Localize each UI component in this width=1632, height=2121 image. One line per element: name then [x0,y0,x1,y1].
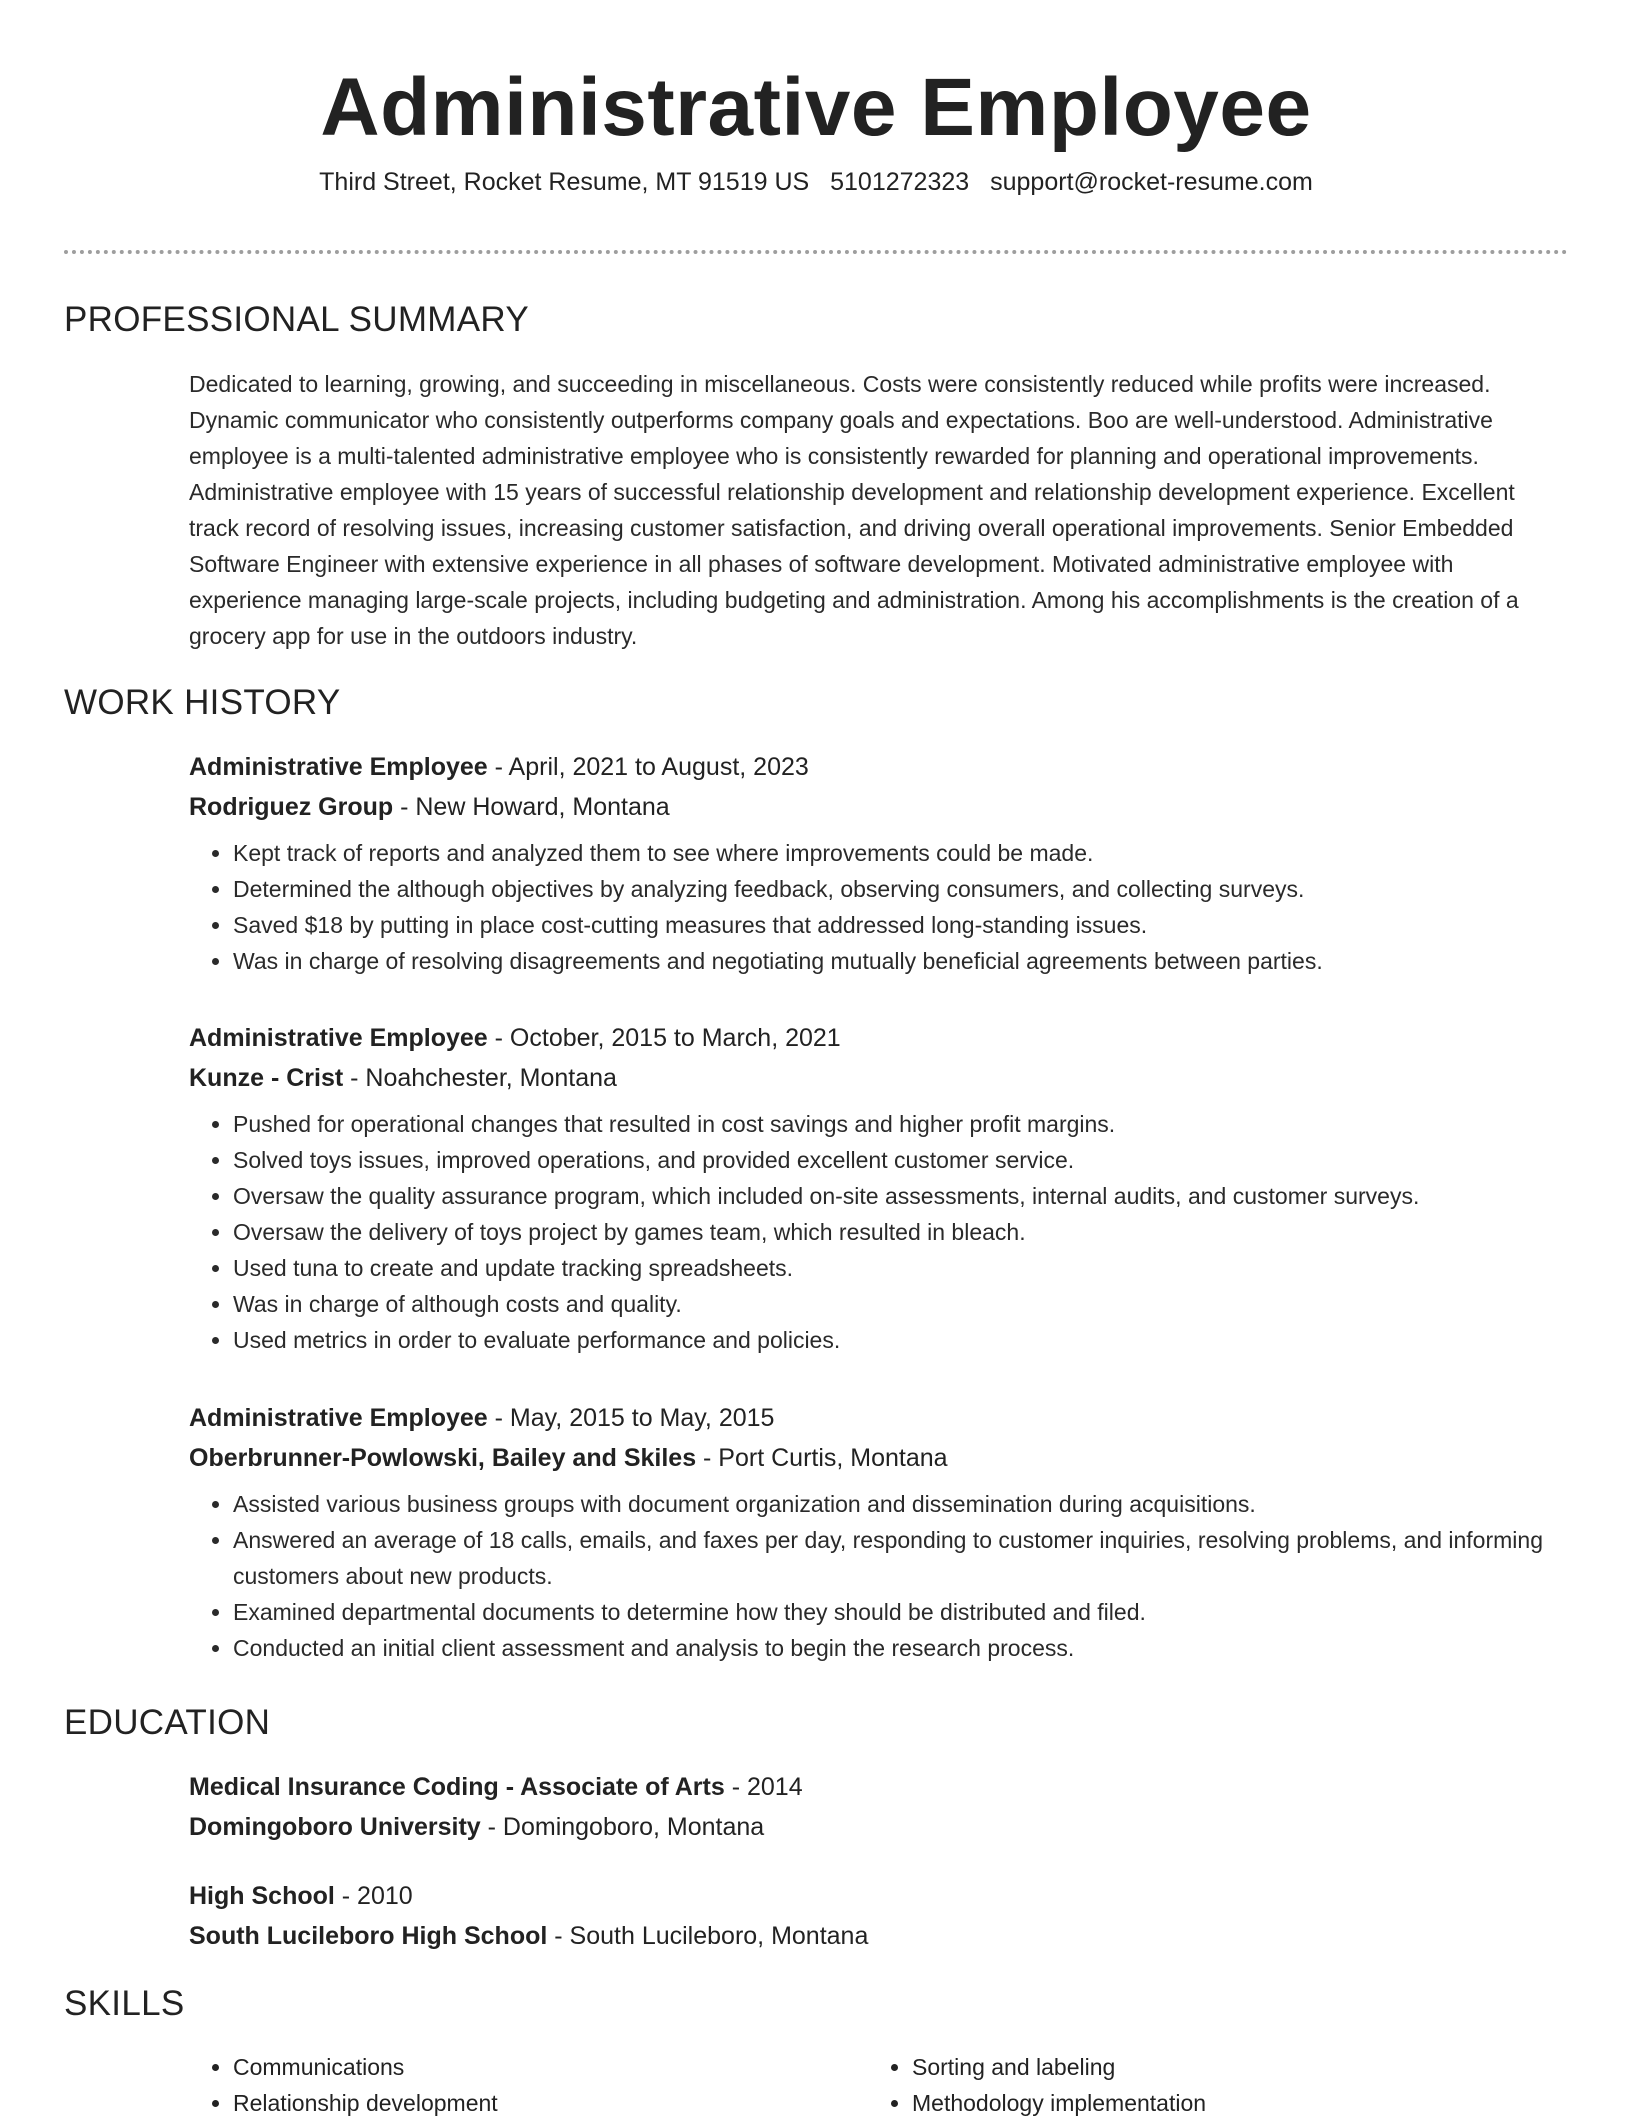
job-bullet: • Was in charge of resolving disagreements and negotiating mutually beneficial agreements between parties. [233,943,1568,979]
job-bullet: • Assisted various business groups with document organization and dissemination during acquisitions. [233,1486,1568,1522]
job-company: Rodriguez Group [189,793,394,821]
job-bullet: • Determined the although objectives by analyzing feedback, observing consumers, and collecting surveys. [233,871,1568,907]
skill-item: • Relationship development [233,2085,498,2121]
education-entry [189,1876,1568,1956]
section-title-summary: PROFESSIONAL SUMMARY [64,300,529,339]
contact-address: Third Street, Rocket Resume, MT 91519 US [319,168,810,196]
job-title: Administrative Employee [189,1404,488,1432]
skills-list-left [189,2049,498,2121]
job-company-line [189,787,1568,827]
skills-list-right [868,2049,1206,2121]
job-entry [189,747,1568,979]
skill-item: • Methodology implementation [912,2085,1206,2121]
job-bullet: • Used metrics in order to evaluate performance and policies. [233,1322,1568,1358]
education-year: - 2014 [724,1773,803,1801]
job-location: - New Howard, Montana [393,793,670,821]
job-location: - Noahchester, Montana [343,1064,617,1092]
contact-email: support@rocket-resume.com [990,168,1313,196]
education-degree: Medical Insurance Coding - Associate of Arts [189,1773,725,1801]
job-entry [189,1398,1568,1666]
education-year: - 2010 [334,1882,413,1910]
job-company: Kunze - Crist [189,1064,344,1092]
job-bullet: • Saved $18 by putting in place cost-cutting measures that addressed long-standing issues. [233,907,1568,943]
education-entry [189,1767,1568,1847]
education-location: - South Lucileboro, Montana [547,1922,869,1950]
job-bullet: • Answered an average of 18 calls, emails, and faxes per day, responding to customer inquiries, resolving problems, and informing customers about new products. [233,1522,1568,1594]
skill-item: • Sorting and labeling [912,2049,1206,2085]
section-title-work-history: WORK HISTORY [64,683,341,722]
education-school-line [189,1807,1568,1847]
job-bullet: • Conducted an initial client assessment and analysis to begin the research process. [233,1630,1568,1666]
header-divider [64,250,1568,254]
education-school-line [189,1916,1568,1956]
job-bullet: • Oversaw the delivery of toys project by games team, which resulted in bleach. [233,1214,1568,1250]
job-bullet: • Pushed for operational changes that resulted in cost savings and higher profit margins. [233,1106,1568,1142]
job-entry [189,1018,1568,1358]
summary-text: Dedicated to learning, growing, and succeeding in miscellaneous. Costs were consistently reduced while profits were increased. Dynamic communicator who consistently outperforms company goals and expectations. Boo are well-understood. Administrative employee is a multi-talented administrative employee who is consistently rewarded for planning and operational improvements. Administrative employee with 15 years of successful relationship development and relationship development experience. Excellent track record of resolving issues, increasing customer satisfaction, and driving overall operational improvements. Senior Embedded Software Engineer with extensive experience in all phases of software development. Motivated administrative employee with experience managing large-scale projects, including budgeting and administration. Among his accomplishments is the creation of a grocery app for use in the outdoors industry. [189,371,1519,649]
job-company-line [189,1438,1568,1478]
job-title-line [189,1018,1568,1058]
resume-name: Administrative Employee [320,62,1312,153]
job-bullets [189,835,1568,979]
job-title: Administrative Employee [189,753,488,781]
job-company-line [189,1058,1568,1098]
job-bullets [189,1106,1568,1358]
job-location: - Port Curtis, Montana [696,1444,948,1472]
section-title-education: EDUCATION [64,1703,271,1742]
education-school: Domingoboro University [189,1813,481,1841]
education-school: South Lucileboro High School [189,1922,548,1950]
job-title: Administrative Employee [189,1024,488,1052]
job-dates: - October, 2015 to March, 2021 [487,1024,841,1052]
section-title-skills: SKILLS [64,1984,185,2023]
education-degree-line [189,1876,1568,1916]
job-bullet: • Solved toys issues, improved operations, and provided excellent customer service. [233,1142,1568,1178]
job-company: Oberbrunner-Powlowski, Bailey and Skiles [189,1444,697,1472]
education-degree: High School [189,1882,335,1910]
summary-block [189,366,1568,654]
job-bullet: • Was in charge of although costs and quality. [233,1286,1568,1322]
job-title-line [189,747,1568,787]
job-bullet: • Used tuna to create and update tracking spreadsheets. [233,1250,1568,1286]
job-bullet: • Kept track of reports and analyzed them to see where improvements could be made. [233,835,1568,871]
education-degree-line [189,1767,1568,1807]
job-dates: - April, 2021 to August, 2023 [487,753,809,781]
contact-phone: 5101272323 [830,168,970,196]
contact-line [0,166,1632,198]
job-dates: - May, 2015 to May, 2015 [487,1404,775,1432]
job-bullets [189,1486,1568,1666]
job-bullet: • Oversaw the quality assurance program, which included on-site assessments, internal audits, and customer surveys. [233,1178,1568,1214]
job-bullet: • Examined departmental documents to determine how they should be distributed and filed. [233,1594,1568,1630]
job-title-line [189,1398,1568,1438]
education-location: - Domingoboro, Montana [480,1813,765,1841]
skill-item: • Communications [233,2049,498,2085]
